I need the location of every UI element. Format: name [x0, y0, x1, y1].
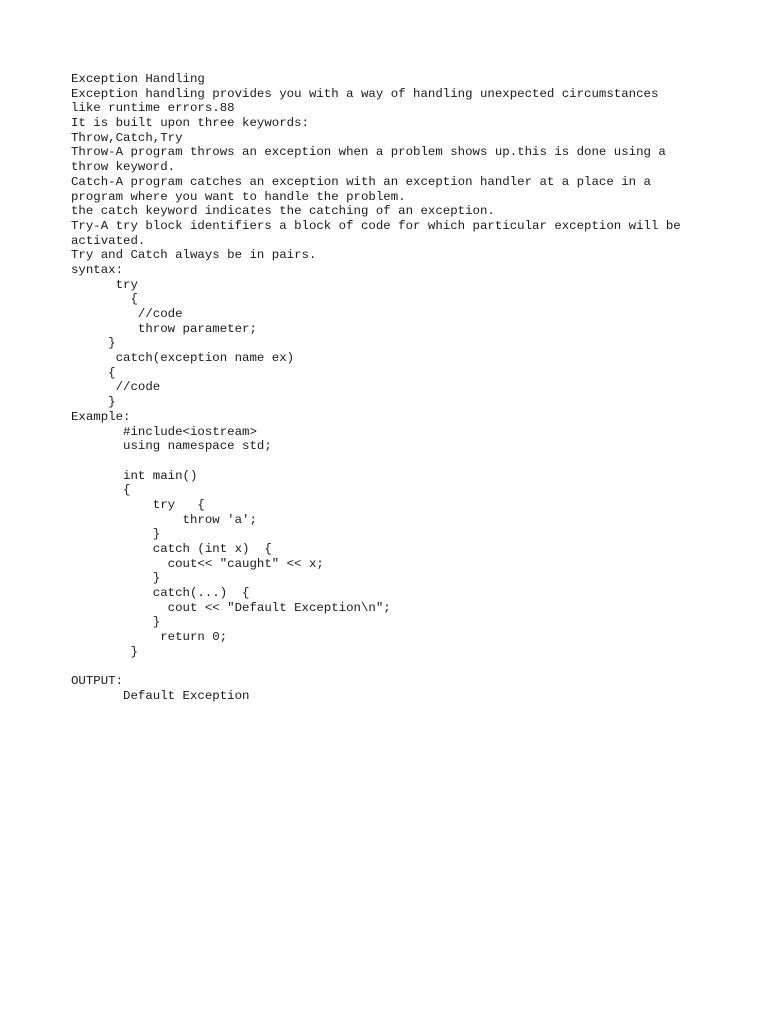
code-line: } — [71, 644, 138, 659]
code-line: return 0; — [71, 630, 228, 645]
code-line: cout << "Default Exception\n"; — [71, 600, 391, 615]
code-line: #include<iostream> — [71, 424, 257, 439]
syntax-label: syntax: — [71, 262, 124, 277]
text-line: Try-A try block identifiers a block of code for which particular exception will be — [71, 218, 681, 233]
output-value: Default Exception — [71, 688, 250, 703]
text-line: Throw-A program throws an exception when a problem shows up.this is done using a — [71, 145, 666, 160]
text-line: Try and Catch always be in pairs. — [71, 248, 317, 263]
code-line: { — [71, 483, 131, 498]
code-line: //code — [71, 307, 183, 321]
text-line: Exception handling provides you with a way of handling unexpected circumstances — [71, 86, 659, 101]
code-line: using namespace std; — [71, 439, 272, 454]
code-line: { — [71, 365, 116, 380]
document-page — [71, 72, 751, 704]
blank-line — [71, 454, 751, 469]
text-line: like runtime errors.88 — [71, 101, 235, 116]
keywords-line: Throw,Catch,Try — [71, 130, 183, 145]
code-line: throw parameter; — [71, 321, 257, 336]
text-line: throw keyword. — [71, 160, 176, 175]
code-line: catch(...) { — [71, 586, 250, 601]
blank-line — [71, 660, 751, 675]
text-line: Catch-A program catches an exception with an exception handler at a place in a — [71, 174, 651, 189]
code-line: { — [71, 292, 138, 307]
text-line: activated. — [71, 233, 146, 248]
code-line: } — [71, 395, 116, 410]
code-line: int main() — [71, 468, 198, 483]
code-line: //code — [71, 380, 161, 395]
code-line: catch (int x) { — [71, 542, 272, 556]
code-line: cout<< "caught" << x; — [71, 556, 324, 571]
code-line: } — [71, 615, 161, 630]
code-line: } — [71, 527, 161, 542]
code-line: } — [71, 571, 161, 586]
code-line: try — [71, 277, 138, 292]
code-line: } — [71, 336, 116, 351]
heading-exception-handling: Exception Handling — [71, 72, 205, 86]
text-line: the catch keyword indicates the catching of an exception. — [71, 204, 495, 219]
example-label: Example: — [71, 409, 131, 424]
code-line: try { — [71, 497, 205, 512]
code-line: throw 'a'; — [71, 512, 257, 527]
text-line: It is built upon three keywords: — [71, 116, 309, 131]
text-line: program where you want to handle the problem. — [71, 189, 406, 204]
code-line: catch(exception name ex) — [71, 351, 295, 366]
output-label: OUTPUT: — [71, 674, 124, 689]
